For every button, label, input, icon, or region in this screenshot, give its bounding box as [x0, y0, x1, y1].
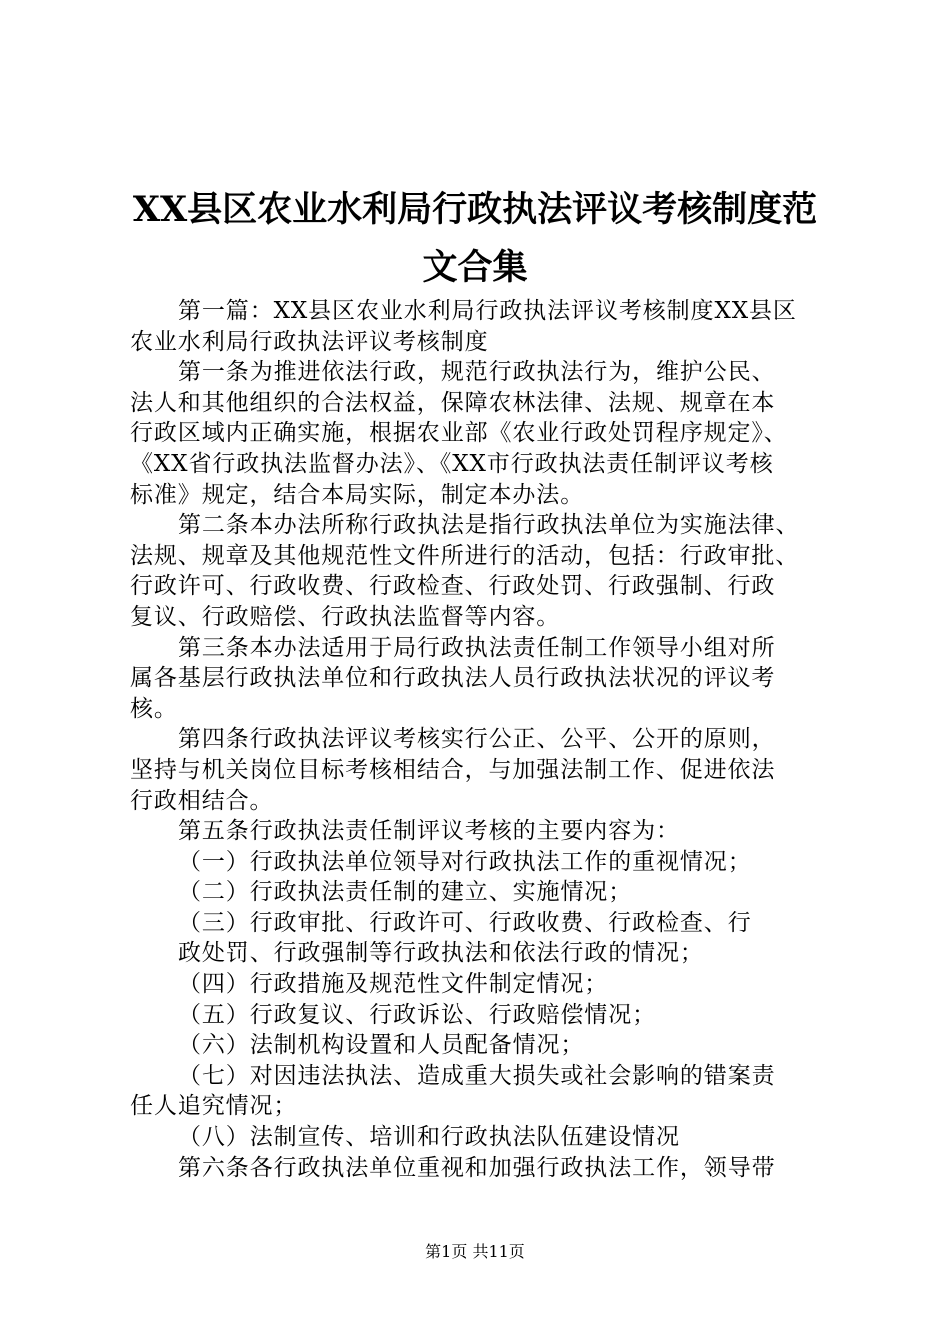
list-item: （三）行政审批、行政许可、行政收费、行政检查、行 — [178, 909, 752, 936]
text-line: 第六条各行政执法单位重视和加强行政执法工作，领导带 — [178, 1154, 776, 1181]
text-line: 第二条本办法所称行政执法是指行政执法单位为实施法律、 — [178, 512, 800, 539]
text-line: 第五条行政执法责任制评议考核的主要内容为： — [178, 818, 680, 845]
text-line: 法规、规章及其他规范性文件所进行的活动，包括：行政审批、 — [130, 542, 800, 569]
list-item: （七）对因违法执法、造成重大损失或社会影响的错案责 — [178, 1062, 776, 1089]
list-item: （六）法制机构设置和人员配备情况； — [178, 1032, 585, 1059]
text-line: 行政区域内正确实施，根据农业部《农业行政处罚程序规定》、 — [130, 420, 788, 447]
document-body — [130, 296, 830, 1183]
document-title-line-2: 文合集 — [422, 247, 528, 288]
list-item: （四）行政措施及规范性文件制定情况； — [178, 971, 609, 998]
text-line: 第一篇：XX县区农业水利局行政执法评议考核制度XX县区 — [178, 298, 797, 324]
text-line: 核。 — [130, 695, 178, 722]
page-number-footer: 第1页 共11页 — [425, 1242, 525, 1261]
text-line: 农业水利局行政执法评议考核制度 — [130, 328, 489, 355]
list-item: （二）行政执法责任制的建立、实施情况； — [178, 879, 633, 906]
text-line: 标准》规定，结合本局实际，制定本办法。 — [130, 481, 585, 508]
text-line: 行政许可、行政收费、行政检查、行政处罚、行政强制、行政 — [130, 573, 776, 600]
list-item: （八）法制宣传、培训和行政执法队伍建设情况 — [178, 1124, 680, 1151]
text-line: 坚持与机关岗位目标考核相结合，与加强法制工作、促进依法 — [130, 756, 776, 783]
text-line: 第三条本办法适用于局行政执法责任制工作领导小组对所 — [178, 634, 776, 661]
document-title-line-1: XX县区农业水利局行政执法评议考核制度范 — [132, 189, 818, 230]
text-line: 行政相结合。 — [130, 787, 274, 814]
text-line: 复议、行政赔偿、行政执法监督等内容。 — [130, 603, 561, 630]
list-item: （五）行政复议、行政诉讼、行政赔偿情况； — [178, 1001, 656, 1028]
text-line: 《XX省行政执法监督办法》、《XX市行政执法责任制评议考核 — [130, 450, 774, 477]
text-line: 第一条为推进依法行政，规范行政执法行为，维护公民、 — [178, 359, 776, 386]
list-item: 任人追究情况； — [130, 1093, 298, 1120]
list-item: （一）行政执法单位领导对行政执法工作的重视情况； — [178, 848, 752, 875]
list-item: 政处罚、行政强制等行政执法和依法行政的情况； — [178, 940, 704, 967]
text-line: 法人和其他组织的合法权益，保障农林法律、法规、规章在本 — [130, 389, 776, 416]
text-line: 第四条行政执法评议考核实行公正、公平、公开的原则， — [178, 726, 776, 753]
text-line: 属各基层行政执法单位和行政执法人员行政执法状况的评议考 — [130, 665, 776, 692]
